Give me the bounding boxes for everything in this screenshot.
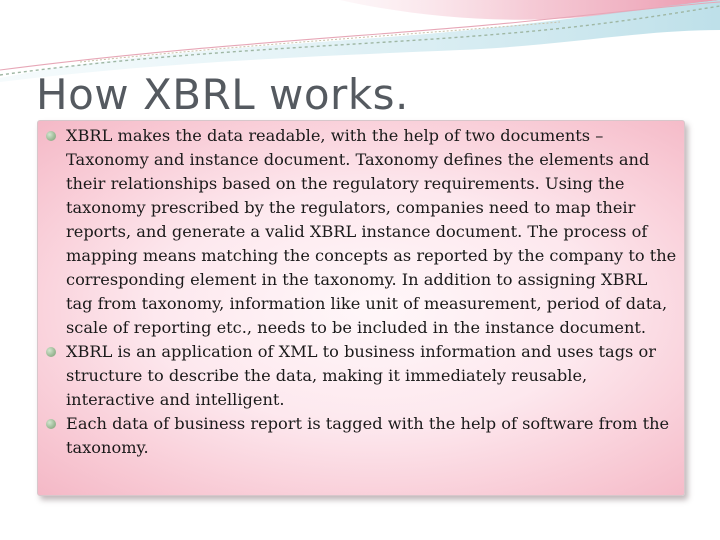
bullet-dot-icon	[46, 131, 56, 141]
bullet-text: XBRL makes the data readable, with the help of two documents – Taxonomy and instance document. Taxonomy defines the elements and their relationships based on the regulatory requirements. Using the taxonomy prescribed by the regulators, companies need to map their reports, and generate a valid XBRL instance document. The process of mapping means matching the concepts as reported by the company to the corresponding element in the taxonomy. In addition to assigning XBRL tag from taxonomy, information like unit of measurement, period of data, scale of reporting etc., needs to be included in the instance document.	[66, 126, 677, 337]
slide-title: How XBRL works.	[36, 70, 409, 119]
bullet-item	[38, 340, 678, 412]
bullet-dot-icon	[46, 419, 56, 429]
bullet-dot-icon	[46, 347, 56, 357]
content-box	[37, 120, 685, 496]
bullet-item	[38, 124, 678, 340]
bullet-text: Each data of business report is tagged with the help of software from the taxonomy.	[66, 414, 670, 457]
bullet-item	[38, 412, 678, 460]
bullet-text: XBRL is an application of XML to business information and uses tags or structure to describe the data, making it immediately reusable, interactive and intelligent.	[66, 342, 656, 409]
bullet-list	[38, 121, 684, 460]
